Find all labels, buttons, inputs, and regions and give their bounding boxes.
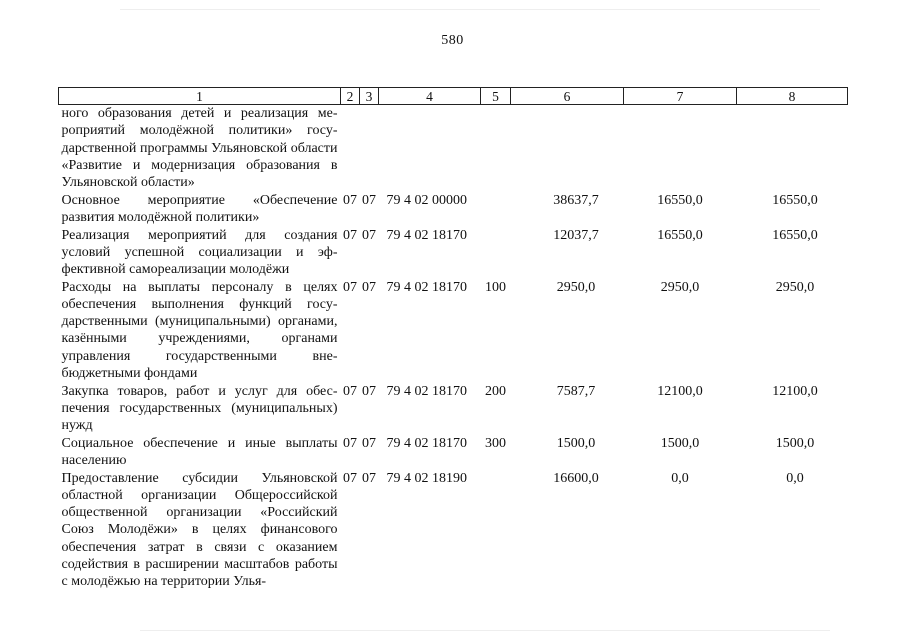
row-pr: 07 [362, 383, 376, 399]
row-value-col8: 16550,0 [772, 227, 818, 243]
table-row [59, 227, 848, 279]
row-csr: 79 4 02 18170 [386, 279, 467, 295]
table-row [59, 383, 848, 435]
row-pr: 07 [362, 192, 376, 208]
row-name: ного образования детей и реализация мероприятий молодёжной политики» государственной программы Ульяновской области «Развитие и модернизация образования в Ульяновской области» [61, 106, 338, 191]
scan-artifact-bottom [140, 630, 830, 631]
row-value-col7: 0,0 [671, 470, 689, 486]
row-rz: 07 [343, 435, 357, 451]
header-row [59, 88, 848, 105]
row-pr: 07 [362, 279, 376, 295]
row-value-col6: 2950,0 [556, 279, 596, 295]
row-csr: 79 4 02 18190 [386, 470, 467, 486]
row-name: Реализация мероприятий для создания условий успешной социализации и эффективной самореализации молодёжи [61, 227, 338, 278]
header-col-8: 8 [737, 88, 848, 105]
table-header [59, 88, 848, 105]
row-vr: 300 [485, 435, 506, 451]
row-value-col8: 2950,0 [775, 279, 815, 295]
row-value-col7: 16550,0 [657, 227, 703, 243]
row-value-col6 [511, 105, 624, 192]
header-col-2: 2 [341, 88, 360, 105]
row-value-col8: 16550,0 [772, 192, 818, 208]
row-csr [379, 105, 481, 192]
row-pr: 07 [362, 435, 376, 451]
table-row [59, 279, 848, 383]
row-csr: 79 4 02 18170 [386, 435, 467, 451]
row-value-col6: 16600,0 [553, 470, 599, 486]
row-pr: 07 [362, 227, 376, 243]
row-value-col8 [737, 105, 848, 192]
row-rz: 07 [343, 279, 357, 295]
row-value-col7: 2950,0 [660, 279, 700, 295]
row-pr: 07 [362, 470, 376, 486]
header-col-5: 5 [481, 88, 511, 105]
row-value-col7: 16550,0 [657, 192, 703, 208]
row-name: Предоставление субсидии Ульяновской областной организации Общероссийской общественной организации «Российский Союз Молодёжи» в целях финансового обеспечения затрат в связи с оказанием содействия в расширении масштабов работы с молодёжью на территории Улья- [61, 470, 338, 590]
row-name: Социальное обеспечение и иные выплаты населению [61, 435, 338, 468]
row-rz: 07 [343, 192, 357, 208]
header-col-6: 6 [511, 88, 624, 105]
row-rz: 07 [343, 470, 357, 486]
row-value-col7 [624, 105, 737, 192]
row-value-col6: 12037,7 [553, 227, 599, 243]
table-row [59, 470, 848, 591]
row-rz: 07 [343, 227, 357, 243]
row-vr [481, 227, 511, 279]
row-vr: 100 [485, 279, 506, 295]
row-value-col6: 1500,0 [556, 435, 596, 451]
row-csr: 79 4 02 18170 [386, 227, 467, 243]
row-value-col8: 1500,0 [775, 435, 815, 451]
row-value-col7: 1500,0 [660, 435, 700, 451]
table-row [59, 435, 848, 470]
header-col-1: 1 [59, 88, 341, 105]
row-value-col6: 38637,7 [553, 192, 599, 208]
row-name: Закупка товаров, работ и услуг для обеспечения государственных (муниципальных) нужд [61, 383, 338, 434]
row-value-col7: 12100,0 [657, 383, 703, 399]
row-name: Основное мероприятие «Обеспечение развития молодёжной политики» [61, 192, 338, 225]
row-rz: 07 [343, 383, 357, 399]
row-vr [481, 470, 511, 591]
table-row [59, 192, 848, 227]
table-body [59, 105, 848, 591]
header-col-7: 7 [624, 88, 737, 105]
page-number: 580 [441, 33, 464, 48]
row-vr [481, 192, 511, 227]
row-value-col8: 12100,0 [772, 383, 818, 399]
header-col-3: 3 [360, 88, 379, 105]
row-vr [481, 105, 511, 192]
row-name: Расходы на выплаты персоналу в целях обеспечения выполнения функций государственными (муниципальными) органами, казёнными учреждениями, органами управления государственными внебюджетными фондами [61, 279, 338, 381]
table-row [59, 105, 848, 192]
row-vr: 200 [485, 383, 506, 399]
row-csr: 79 4 02 00000 [386, 192, 467, 208]
header-col-4: 4 [379, 88, 481, 105]
budget-table [58, 87, 848, 591]
row-csr: 79 4 02 18170 [386, 383, 467, 399]
scan-artifact-top [120, 9, 820, 10]
row-value-col8: 0,0 [786, 470, 804, 486]
row-rz [341, 105, 360, 192]
row-value-col6: 7587,7 [556, 383, 596, 399]
row-pr [360, 105, 379, 192]
